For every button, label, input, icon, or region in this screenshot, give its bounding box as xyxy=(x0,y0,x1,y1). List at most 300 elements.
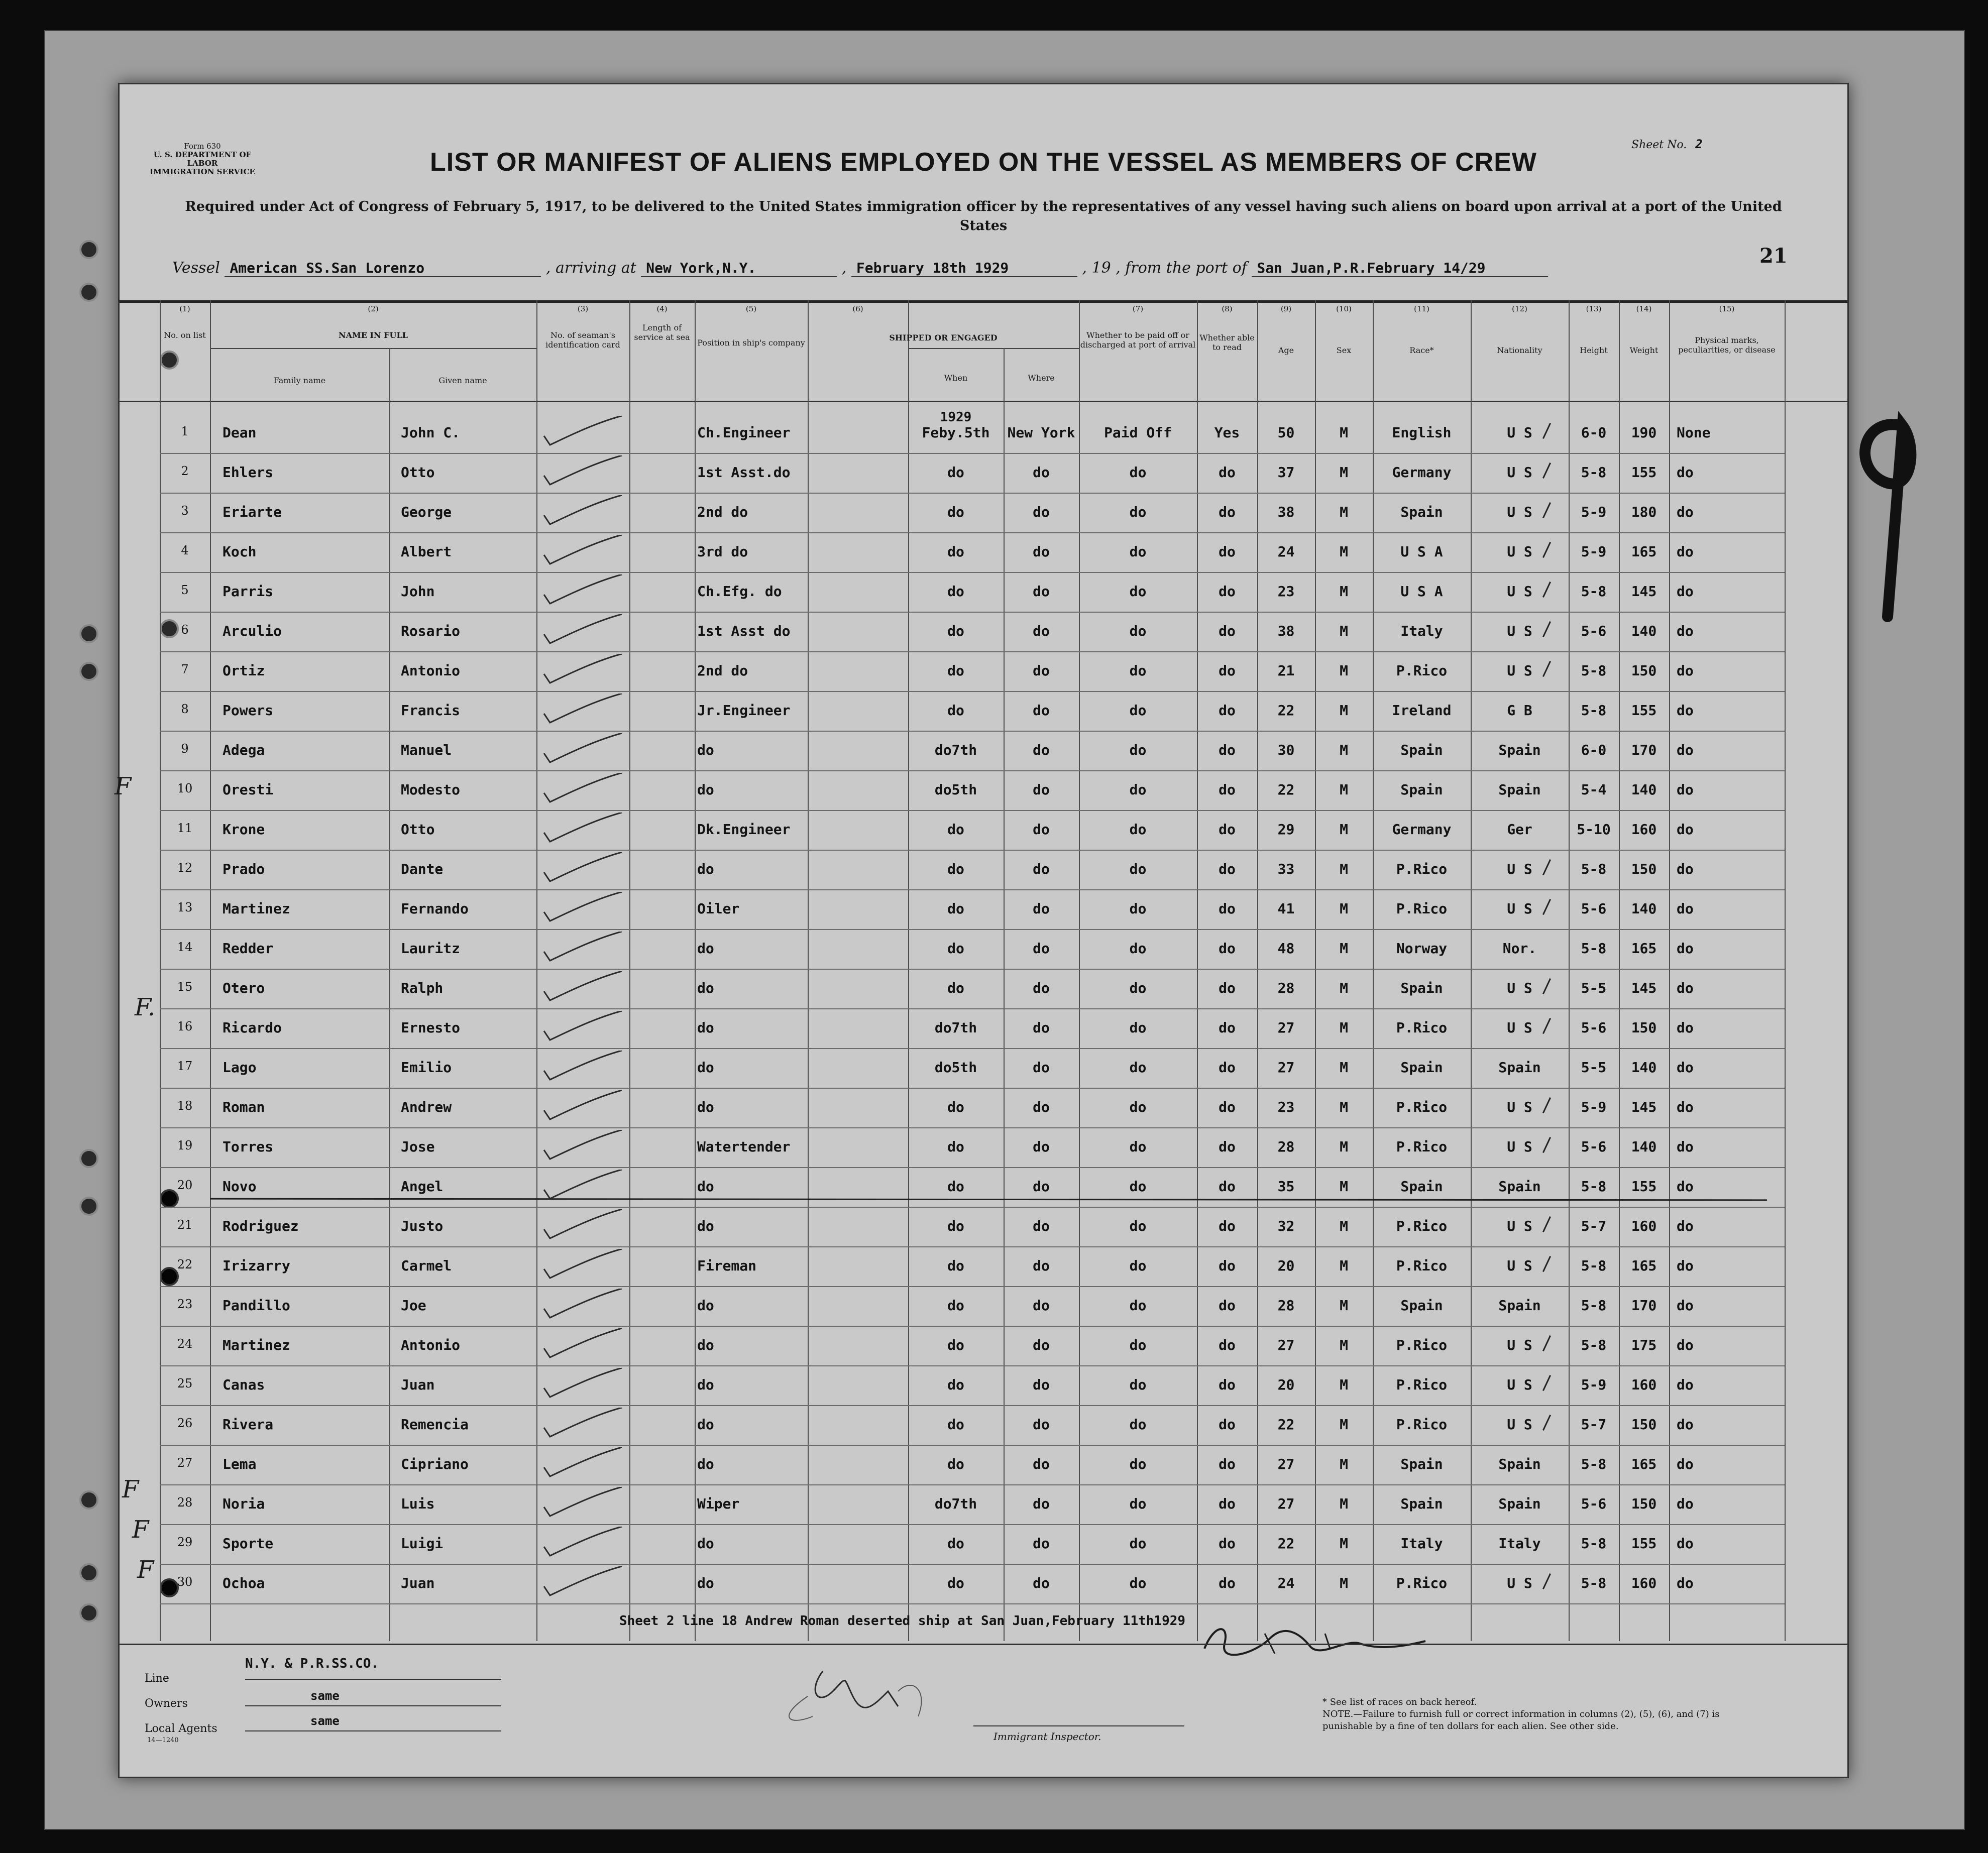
age-cell: 37 xyxy=(1277,464,1295,481)
sheet-label: Sheet No. xyxy=(1631,139,1687,151)
weight-cell: 160 xyxy=(1631,1575,1657,1591)
able-to-read-cell: do xyxy=(1219,464,1236,481)
given-name-cell: Joe xyxy=(401,1297,426,1314)
sex-cell: M xyxy=(1340,662,1348,679)
nationality-cell: Spain xyxy=(1498,1178,1541,1195)
table-row xyxy=(120,1286,1847,1326)
age-cell: 32 xyxy=(1277,1218,1295,1234)
paid-off-cell: Paid Off xyxy=(1104,424,1172,441)
able-to-read-cell: do xyxy=(1219,702,1236,719)
col-num-4: (4) xyxy=(656,304,668,313)
height-cell: 5-6 xyxy=(1581,623,1607,639)
sex-cell: M xyxy=(1340,424,1348,441)
departure-port: San Juan,P.R.February 14/29 xyxy=(1252,260,1548,277)
height-cell: 5-8 xyxy=(1581,1337,1607,1353)
weight-cell: 160 xyxy=(1631,1376,1657,1393)
position-cell: Ch.Efg. do xyxy=(697,583,782,600)
col-num-11: (11) xyxy=(1414,304,1429,313)
given-name-cell: Luigi xyxy=(401,1535,444,1552)
age-cell: 28 xyxy=(1277,1138,1295,1155)
col-num-14: (14) xyxy=(1636,304,1652,313)
weight-cell: 140 xyxy=(1631,1138,1657,1155)
shipped-when-cell: do xyxy=(947,861,964,877)
shipped-when-cell: do7th xyxy=(934,742,977,758)
owners-value: same xyxy=(310,1689,340,1703)
weight-cell: 180 xyxy=(1631,504,1657,520)
sex-cell: M xyxy=(1340,1257,1348,1274)
physical-marks-cell: do xyxy=(1677,1535,1694,1552)
paid-off-cell: do xyxy=(1129,861,1147,877)
shipped-where-cell: do xyxy=(1033,1456,1050,1472)
able-to-read-cell: do xyxy=(1219,1059,1236,1076)
physical-marks-cell: do xyxy=(1677,900,1694,917)
weight-cell: 165 xyxy=(1631,543,1657,560)
height-cell: 5-8 xyxy=(1581,662,1607,679)
able-to-read-cell: do xyxy=(1219,781,1236,798)
given-name-cell: Otto xyxy=(401,464,435,481)
table-row xyxy=(120,1088,1847,1127)
list-number-cell: 14 xyxy=(177,940,193,954)
able-to-read-cell: do xyxy=(1219,1495,1236,1512)
shipped-where-cell: do xyxy=(1033,861,1050,877)
shipped-where-cell: do xyxy=(1033,543,1050,560)
family-name-cell: Otero xyxy=(223,980,265,996)
age-cell: 29 xyxy=(1277,821,1295,838)
paid-off-cell: do xyxy=(1129,1138,1147,1155)
page-number: 21 xyxy=(1759,244,1788,268)
physical-marks-cell: do xyxy=(1677,980,1694,996)
position-cell: Wiper xyxy=(697,1495,740,1512)
check-mark xyxy=(539,1011,624,1046)
height-cell: 5-8 xyxy=(1581,1257,1607,1274)
position-cell: do xyxy=(697,1456,714,1472)
age-cell: 41 xyxy=(1277,900,1295,917)
able-to-read-cell: do xyxy=(1219,1337,1236,1353)
shipped-where-cell: do xyxy=(1033,1495,1050,1512)
check-mark xyxy=(539,1209,624,1244)
check-mark xyxy=(539,971,624,1006)
sex-cell: M xyxy=(1340,1376,1348,1393)
height-cell: 6-0 xyxy=(1581,424,1607,441)
shipped-when-cell: do xyxy=(947,1099,964,1115)
weight-cell: 145 xyxy=(1631,583,1657,600)
race-cell: Norway xyxy=(1396,940,1448,957)
weight-cell: 145 xyxy=(1631,1099,1657,1115)
nationality-cell: U S xyxy=(1507,1218,1532,1234)
weight-cell: 140 xyxy=(1631,1059,1657,1076)
check-mark xyxy=(539,1527,624,1562)
nationality-cell: Spain xyxy=(1498,1456,1541,1472)
table-row xyxy=(120,1246,1847,1286)
height-cell: 5-9 xyxy=(1581,1376,1607,1393)
age-cell: 23 xyxy=(1277,1099,1295,1115)
manifest-sheet xyxy=(115,83,1849,1778)
paid-off-cell: do xyxy=(1129,1376,1147,1393)
position-cell: do xyxy=(697,1535,714,1552)
list-number-cell: 30 xyxy=(177,1575,193,1589)
race-cell: P.Rico xyxy=(1396,1337,1448,1353)
sex-cell: M xyxy=(1340,623,1348,639)
able-to-read-cell: do xyxy=(1219,742,1236,758)
list-number-cell: 25 xyxy=(177,1376,193,1391)
family-name-cell: Parris xyxy=(223,583,274,600)
able-to-read-cell: do xyxy=(1219,980,1236,996)
sex-cell: M xyxy=(1340,1337,1348,1353)
header-able-read: Whether able to read xyxy=(1199,333,1255,352)
shipped-where-cell: New York xyxy=(1007,424,1075,441)
sex-cell: M xyxy=(1340,1178,1348,1195)
position-cell: do xyxy=(697,1059,714,1076)
weight-cell: 160 xyxy=(1631,821,1657,838)
height-cell: 5-8 xyxy=(1581,1456,1607,1472)
shipped-where-cell: do xyxy=(1033,1218,1050,1234)
age-cell: 21 xyxy=(1277,662,1295,679)
check-mark xyxy=(539,693,624,729)
shipped-where-cell: do xyxy=(1033,1297,1050,1314)
agents-label: Local Agents xyxy=(145,1722,217,1735)
family-name-cell: Irizarry xyxy=(223,1257,290,1274)
height-cell: 5-8 xyxy=(1581,1575,1607,1591)
sex-cell: M xyxy=(1340,1059,1348,1076)
height-cell: 5-6 xyxy=(1581,1019,1607,1036)
given-name-cell: George xyxy=(401,504,452,520)
given-name-cell: Modesto xyxy=(401,781,461,798)
race-cell: U S A xyxy=(1400,543,1443,560)
physical-marks-cell: do xyxy=(1677,742,1694,758)
check-mark xyxy=(539,1447,624,1482)
physical-marks-cell: None xyxy=(1677,424,1711,441)
check-mark xyxy=(539,1487,624,1522)
shipped-when-cell: do xyxy=(947,980,964,996)
table-row xyxy=(120,1127,1847,1167)
weight-cell: 175 xyxy=(1631,1337,1657,1353)
paid-off-cell: do xyxy=(1129,900,1147,917)
given-name-cell: Albert xyxy=(401,543,452,560)
paid-off-cell: do xyxy=(1129,742,1147,758)
header-shipped: SHIPPED OR ENGAGED xyxy=(889,333,998,342)
nationality-cell: Spain xyxy=(1498,742,1541,758)
check-mark xyxy=(539,614,624,649)
height-cell: 5-9 xyxy=(1581,543,1607,560)
nationality-cell: Italy xyxy=(1498,1535,1541,1552)
given-name-cell: Ernesto xyxy=(401,1019,461,1036)
check-mark xyxy=(539,654,624,689)
paid-off-cell: do xyxy=(1129,1456,1147,1472)
punch-hole xyxy=(79,1490,98,1510)
header-no-on-list: No. on list xyxy=(164,330,206,340)
race-cell: Spain xyxy=(1400,781,1443,798)
nationality-cell: U S xyxy=(1507,1099,1532,1115)
list-number-cell: 29 xyxy=(177,1535,193,1549)
height-cell: 5-7 xyxy=(1581,1218,1607,1234)
position-cell: 1st Asst do xyxy=(697,623,791,639)
family-name-cell: Martinez xyxy=(223,1337,290,1353)
shipped-when-cell: do xyxy=(947,1376,964,1393)
list-number-cell: 17 xyxy=(177,1059,193,1073)
nationality-cell: U S xyxy=(1507,1337,1532,1353)
table-row xyxy=(120,1445,1847,1484)
family-name-cell: Oresti xyxy=(223,781,274,798)
position-cell: do xyxy=(697,1337,714,1353)
height-cell: 5-8 xyxy=(1581,702,1607,719)
paid-off-cell: do xyxy=(1129,781,1147,798)
paid-off-cell: do xyxy=(1129,1099,1147,1115)
position-cell: do xyxy=(697,1376,714,1393)
footer-notes xyxy=(1322,1696,1724,1732)
table-row xyxy=(120,1405,1847,1445)
race-cell: P.Rico xyxy=(1396,1138,1448,1155)
shipped-where-cell: do xyxy=(1033,900,1050,917)
race-cell: P.Rico xyxy=(1396,1575,1448,1591)
family-name-cell: Prado xyxy=(223,861,265,877)
list-number-cell: 21 xyxy=(177,1218,193,1232)
year-label: , 19 xyxy=(1082,259,1111,277)
col-num-8: (8) xyxy=(1222,304,1233,313)
shipped-when-cell: do xyxy=(947,702,964,719)
sheet-number: 2 xyxy=(1695,137,1703,151)
position-cell: do xyxy=(697,1019,714,1036)
age-cell: 48 xyxy=(1277,940,1295,957)
header-race: Race* xyxy=(1409,345,1434,355)
race-cell: P.Rico xyxy=(1396,1218,1448,1234)
crew-table xyxy=(120,300,1847,1641)
list-number-cell: 12 xyxy=(177,861,193,875)
physical-marks-cell: do xyxy=(1677,1257,1694,1274)
age-cell: 22 xyxy=(1277,1535,1295,1552)
sex-cell: M xyxy=(1340,900,1348,917)
shipped-where-cell: do xyxy=(1033,1376,1050,1393)
nationality-cell: G B xyxy=(1507,702,1532,719)
form-number: Form 630 xyxy=(184,142,221,151)
family-name-cell: Canas xyxy=(223,1376,265,1393)
given-name-cell: Juan xyxy=(401,1575,435,1591)
shipped-when-cell: do xyxy=(947,583,964,600)
family-name-cell: Krone xyxy=(223,821,265,838)
race-cell: P.Rico xyxy=(1396,1099,1448,1115)
able-to-read-cell: Yes xyxy=(1214,424,1240,441)
col-num-3: (3) xyxy=(577,304,589,313)
sex-cell: M xyxy=(1340,1218,1348,1234)
owners-underline xyxy=(245,1705,501,1706)
weight-cell: 155 xyxy=(1631,702,1657,719)
arrival-port: New York,N.Y. xyxy=(641,260,837,277)
physical-marks-cell: do xyxy=(1677,1059,1694,1076)
col-num-13: (13) xyxy=(1586,304,1602,313)
table-row xyxy=(120,1564,1847,1603)
family-name-cell: Powers xyxy=(223,702,274,719)
list-number-cell: 24 xyxy=(177,1337,193,1351)
height-cell: 5-9 xyxy=(1581,1099,1607,1115)
list-number-cell: 18 xyxy=(177,1099,193,1113)
age-cell: 38 xyxy=(1277,504,1295,520)
shipped-where-cell: do xyxy=(1033,1416,1050,1433)
shipped-where-cell: do xyxy=(1033,464,1050,481)
line-value: N.Y. & P.R.SS.CO. xyxy=(245,1656,379,1671)
physical-marks-cell: do xyxy=(1677,1495,1694,1512)
agents-value: same xyxy=(310,1714,340,1728)
able-to-read-cell: do xyxy=(1219,1178,1236,1195)
physical-marks-cell: do xyxy=(1677,1337,1694,1353)
table-row xyxy=(120,1207,1847,1246)
family-name-cell: Torres xyxy=(223,1138,274,1155)
arriving-label: , arriving at xyxy=(545,259,636,277)
shipped-when-cell: do5th xyxy=(934,1059,977,1076)
given-name-cell: Juan xyxy=(401,1376,435,1393)
position-cell: Fireman xyxy=(697,1257,757,1274)
nationality-cell: Spain xyxy=(1498,1059,1541,1076)
family-name-cell: Ochoa xyxy=(223,1575,265,1591)
department-name: U. S. DEPARTMENT OF LABOR xyxy=(153,150,252,168)
paid-off-cell: do xyxy=(1129,821,1147,838)
shipped-where-cell: do xyxy=(1033,583,1050,600)
physical-marks-cell: do xyxy=(1677,1218,1694,1234)
header-seaman-id: No. of seaman's identification card xyxy=(545,330,620,350)
check-mark xyxy=(539,892,624,927)
shipped-when-cell: do xyxy=(947,1456,964,1472)
physical-marks-cell: do xyxy=(1677,1099,1694,1115)
able-to-read-cell: do xyxy=(1219,1019,1236,1036)
given-name-cell: Carmel xyxy=(401,1257,452,1274)
able-to-read-cell: do xyxy=(1219,662,1236,679)
physical-marks-cell: do xyxy=(1677,1138,1694,1155)
position-cell: do xyxy=(697,742,714,758)
col-num-1: (1) xyxy=(179,304,190,313)
nationality-cell: U S xyxy=(1507,504,1532,520)
position-cell: do xyxy=(697,781,714,798)
position-cell: Oiler xyxy=(697,900,740,917)
sex-cell: M xyxy=(1340,1138,1348,1155)
table-row xyxy=(120,1365,1847,1405)
weight-cell: 150 xyxy=(1631,1019,1657,1036)
physical-marks-cell: do xyxy=(1677,543,1694,560)
paid-off-cell: do xyxy=(1129,1019,1147,1036)
paid-off-cell: do xyxy=(1129,980,1147,996)
weight-cell: 140 xyxy=(1631,781,1657,798)
table-row xyxy=(120,493,1847,532)
age-cell: 35 xyxy=(1277,1178,1295,1195)
punch-hole xyxy=(79,1563,98,1582)
family-name-cell: Adega xyxy=(223,742,265,758)
race-cell: P.Rico xyxy=(1396,1416,1448,1433)
position-cell: do xyxy=(697,980,714,996)
nationality-cell: U S xyxy=(1507,464,1532,481)
weight-cell: 150 xyxy=(1631,662,1657,679)
race-cell: U S A xyxy=(1400,583,1443,600)
shipped-when-cell: do xyxy=(947,1297,964,1314)
race-cell: Spain xyxy=(1400,742,1443,758)
given-name-cell: Lauritz xyxy=(401,940,461,957)
sex-cell: M xyxy=(1340,504,1348,520)
header-weight: Weight xyxy=(1629,345,1659,355)
position-cell: Dk.Engineer xyxy=(697,821,791,838)
shipped-where-cell: do xyxy=(1033,1575,1050,1591)
list-number-cell: 7 xyxy=(181,662,189,676)
table-row xyxy=(120,969,1847,1008)
race-cell: Spain xyxy=(1400,504,1443,520)
able-to-read-cell: do xyxy=(1219,1218,1236,1234)
check-mark xyxy=(539,733,624,768)
given-name-cell: Antonio xyxy=(401,1337,461,1353)
physical-marks-cell: do xyxy=(1677,464,1694,481)
family-name-cell: Dean xyxy=(223,424,257,441)
list-number-cell: 16 xyxy=(177,1019,193,1033)
deserted-note: Sheet 2 line 18 Andrew Roman deserted ship at San Juan,February 11th1929 xyxy=(619,1613,1186,1629)
paid-off-cell: do xyxy=(1129,1495,1147,1512)
age-cell: 27 xyxy=(1277,1019,1295,1036)
age-cell: 27 xyxy=(1277,1337,1295,1353)
position-cell: do xyxy=(697,1178,714,1195)
nationality-cell: U S xyxy=(1507,583,1532,600)
sex-cell: M xyxy=(1340,1535,1348,1552)
col-num-7: (7) xyxy=(1132,304,1144,313)
family-name-cell: Lago xyxy=(223,1059,257,1076)
nationality-cell: U S xyxy=(1507,662,1532,679)
family-name-cell: Lema xyxy=(223,1456,257,1472)
margin-mark: F. xyxy=(135,993,156,1021)
given-name-cell: Rosario xyxy=(401,623,461,639)
given-name-cell: Angel xyxy=(401,1178,444,1195)
table-row xyxy=(120,532,1847,572)
shipped-where-cell: do xyxy=(1033,662,1050,679)
header-name-in-full: NAME IN FULL xyxy=(338,330,408,340)
table-row xyxy=(120,889,1847,929)
header-nationality: Nationality xyxy=(1497,345,1542,355)
page-title: LIST OR MANIFEST OF ALIENS EMPLOYED ON THE VESSEL AS MEMBERS OF CREW xyxy=(430,148,1537,177)
table-row xyxy=(120,651,1847,691)
age-cell: 22 xyxy=(1277,1416,1295,1433)
line-underline xyxy=(245,1679,501,1680)
race-cell: Italy xyxy=(1400,1535,1443,1552)
header-given-name: Given name xyxy=(438,376,487,385)
table-row xyxy=(120,413,1847,453)
table-row xyxy=(120,1326,1847,1365)
position-cell: do xyxy=(697,1416,714,1433)
shipped-when-cell: do xyxy=(947,940,964,957)
given-name-cell: Otto xyxy=(401,821,435,838)
position-cell: 3rd do xyxy=(697,543,748,560)
race-cell: P.Rico xyxy=(1396,662,1448,679)
shipped-where-cell: do xyxy=(1033,1099,1050,1115)
check-mark xyxy=(539,932,624,967)
shipped-when-cell: do xyxy=(947,1416,964,1433)
shipped-when-cell: do xyxy=(947,1138,964,1155)
height-cell: 5-4 xyxy=(1581,781,1607,798)
punch-hole xyxy=(79,1603,98,1623)
paid-off-cell: do xyxy=(1129,1218,1147,1234)
margin-mark: F xyxy=(132,1516,149,1544)
table-row xyxy=(120,810,1847,850)
age-cell: 28 xyxy=(1277,1297,1295,1314)
physical-marks-cell: do xyxy=(1677,940,1694,957)
nationality-cell: Spain xyxy=(1498,781,1541,798)
weight-cell: 140 xyxy=(1631,623,1657,639)
given-name-cell: John C. xyxy=(401,424,461,441)
able-to-read-cell: do xyxy=(1219,1376,1236,1393)
shipped-where-cell: do xyxy=(1033,742,1050,758)
shipped-where-cell: do xyxy=(1033,1535,1050,1552)
punch-hole xyxy=(79,283,98,302)
family-name-cell: Koch xyxy=(223,543,257,560)
inspector-signature xyxy=(747,1661,958,1731)
race-cell: Spain xyxy=(1400,1495,1443,1512)
list-number-cell: 26 xyxy=(177,1416,193,1430)
list-number-cell: 3 xyxy=(181,504,189,518)
col-num-10: (10) xyxy=(1336,304,1352,313)
header-age: Age xyxy=(1278,345,1294,355)
list-number-cell: 23 xyxy=(177,1297,193,1311)
able-to-read-cell: do xyxy=(1219,940,1236,957)
header-paid-off: Whether to be paid off or discharged at port of arrival xyxy=(1080,330,1196,350)
